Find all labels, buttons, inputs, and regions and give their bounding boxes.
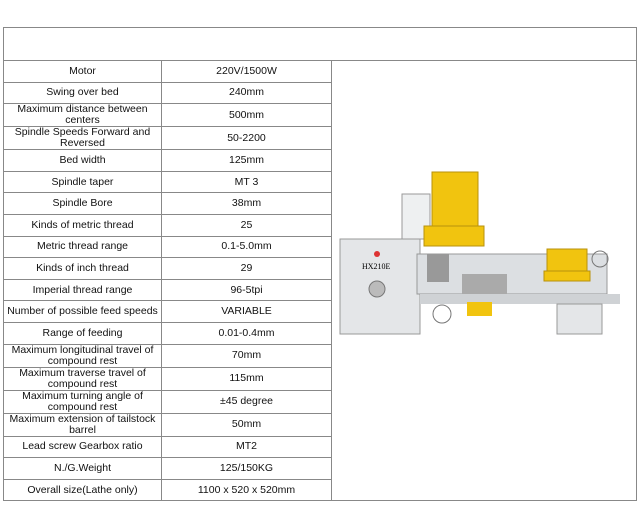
- lathe-image: [332, 61, 637, 501]
- spec-value: MT 3: [162, 171, 332, 193]
- spec-label: Motor: [4, 61, 162, 83]
- spec-value: 96-5tpi: [162, 279, 332, 301]
- spec-label: Metric thread range: [4, 236, 162, 258]
- spec-value: 25: [162, 214, 332, 236]
- spec-value: 0.1-5.0mm: [162, 236, 332, 258]
- spec-label: Number of possible feed speeds: [4, 301, 162, 323]
- spec-label: Maximum extension of tailstock barrel: [4, 413, 162, 436]
- table-row: [4, 61, 637, 83]
- spec-label: Maximum turning angle of compound rest: [4, 390, 162, 413]
- spec-label: Maximum traverse travel of compound rest: [4, 367, 162, 390]
- spec-label: Bed width: [4, 150, 162, 172]
- table-header: [4, 28, 637, 61]
- spec-label: Maximum distance between centers: [4, 104, 162, 127]
- spec-value: 50-2200: [162, 127, 332, 150]
- spec-value: 0.01-0.4mm: [162, 322, 332, 344]
- spec-value: 70mm: [162, 344, 332, 367]
- spec-value: 125mm: [162, 150, 332, 172]
- spec-label: Spindle Speeds Forward and Reversed: [4, 127, 162, 150]
- spec-label: Swing over bed: [4, 82, 162, 104]
- spec-value: 220V/1500W: [162, 61, 332, 83]
- spec-value: 500mm: [162, 104, 332, 127]
- spec-value: 125/150KG: [162, 458, 332, 480]
- product-logo: HX210E: [362, 262, 391, 272]
- spec-label: Spindle Bore: [4, 193, 162, 215]
- spec-value: 50mm: [162, 413, 332, 436]
- spec-value: 38mm: [162, 193, 332, 215]
- spec-label: Spindle taper: [4, 171, 162, 193]
- spec-value: 240mm: [162, 82, 332, 104]
- spec-value: 1100 x 520 x 520mm: [162, 479, 332, 501]
- spec-table: [3, 27, 637, 501]
- spec-label: Kinds of inch thread: [4, 258, 162, 280]
- spec-value: 115mm: [162, 367, 332, 390]
- spec-label: Kinds of metric thread: [4, 214, 162, 236]
- spec-label: N./G.Weight: [4, 458, 162, 480]
- spec-label: Overall size(Lathe only): [4, 479, 162, 501]
- spec-value: 29: [162, 258, 332, 280]
- spec-label: Imperial thread range: [4, 279, 162, 301]
- spec-label: Lead screw Gearbox ratio: [4, 436, 162, 458]
- spec-value: ±45 degree: [162, 390, 332, 413]
- spec-value: VARIABLE: [162, 301, 332, 323]
- spec-label: Maximum longitudinal travel of compound rest: [4, 344, 162, 367]
- spec-value: MT2: [162, 436, 332, 458]
- spec-label: Range of feeding: [4, 322, 162, 344]
